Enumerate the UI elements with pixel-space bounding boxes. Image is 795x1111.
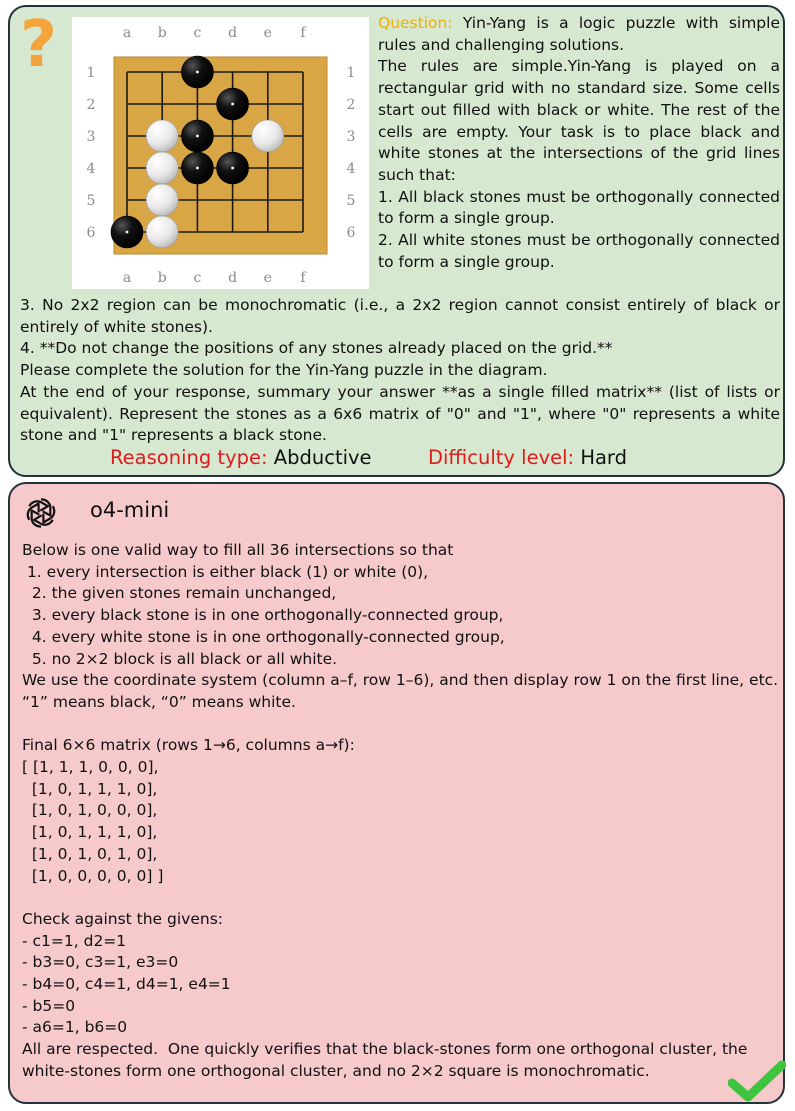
answer-line	[22, 887, 784, 909]
column-label: a	[122, 270, 132, 286]
question-mark-icon: ?	[20, 8, 58, 82]
column-label: b	[157, 25, 167, 41]
board-diagram	[72, 17, 369, 289]
row-label: 5	[346, 193, 356, 209]
question-line: 2. All white stones must be orthogonally connected to form a single group.	[378, 231, 780, 271]
white-stone	[252, 120, 284, 152]
answer-panel	[8, 482, 788, 1104]
reasoning-type-value: Abductive	[273, 446, 372, 469]
row-label: 5	[86, 193, 96, 209]
stone-center-mark	[196, 135, 199, 138]
white-stone	[146, 216, 178, 248]
board-wood	[114, 57, 327, 254]
question-line: 1. All black stones must be orthogonally connected to form a single group.	[378, 187, 780, 228]
answer-line: Final 6×6 matrix (rows 1→6, columns a→f):	[22, 736, 355, 755]
column-label: c	[193, 25, 202, 41]
answer-line: - a6=1, b6=0	[22, 1018, 128, 1037]
row-label: 4	[86, 161, 96, 177]
white-stone	[146, 120, 178, 152]
answer-line: [1, 0, 1, 1, 1, 0],	[22, 779, 158, 798]
question-line: 4. **Do not change the positions of any stones already placed on the grid.**	[20, 339, 613, 358]
answer-line: 3. every black stone is in one orthogonally-connected group,	[22, 606, 504, 625]
answer-line: 2. the given stones remain unchanged,	[22, 584, 337, 603]
answer-line: Below is one valid way to fill all 36 intersections so that	[22, 541, 454, 559]
stone-center-mark	[196, 167, 199, 170]
answer-line: - b5=0	[22, 996, 76, 1015]
answer-text	[22, 540, 788, 1083]
row-label: 3	[346, 129, 356, 145]
column-label: e	[263, 270, 272, 286]
column-label: d	[228, 270, 238, 286]
row-label: 3	[86, 129, 96, 145]
answer-line: We use the coordinate system (column a–f, row 1–6), and then display row 1 on the first line, etc. “1” means black, “0” means white.	[22, 671, 788, 711]
column-label: c	[193, 270, 202, 286]
question-text	[378, 13, 780, 273]
answer-line: [1, 0, 1, 0, 1, 0],	[22, 844, 158, 863]
openai-logo-icon	[24, 496, 58, 530]
column-label: a	[122, 25, 132, 41]
difficulty-level-value: Hard	[580, 446, 627, 469]
answer-line: - b4=0, c4=1, d4=1, e4=1	[22, 975, 231, 994]
column-label: f	[300, 25, 306, 41]
stone-center-mark	[231, 103, 234, 106]
column-label: f	[300, 270, 306, 286]
row-label: 6	[346, 225, 356, 241]
white-stone	[146, 184, 178, 216]
answer-line: All are respected. One quickly verifies that the black-stones form one orthogonal cluster, the white-stones form one orthogonal cluster, and no 2×2 square is monochromatic.	[22, 1040, 753, 1080]
column-label: e	[263, 25, 272, 41]
question-panel	[8, 5, 785, 477]
question-line: Please complete the solution for the Yin-Yang puzzle in the diagram.	[20, 361, 548, 380]
column-label: d	[228, 25, 238, 41]
column-label: b	[157, 270, 167, 286]
checkmark-icon	[728, 1059, 786, 1103]
answer-line: 4. every white stone is in one orthogonally-connected group,	[22, 627, 505, 646]
row-label: 1	[86, 65, 96, 81]
difficulty-level-label: Difficulty level:	[428, 446, 575, 469]
answer-line	[22, 714, 784, 736]
answer-line: [1, 0, 1, 0, 0, 0],	[22, 801, 158, 820]
row-label: 2	[86, 97, 96, 113]
answer-line: [ [1, 1, 1, 0, 0, 0],	[22, 758, 159, 777]
answer-line: 1. every intersection is either black (1) or white (0),	[22, 562, 429, 581]
answer-line: - b3=0, c3=1, e3=0	[22, 953, 179, 972]
answer-line: - c1=1, d2=1	[22, 931, 127, 950]
question-line: At the end of your response, summary your answer **as a single filled matrix** (list of lists or equivalent). Represent the stones as a 6x6 matrix of "0" and "1", where "0" represents a white stone and "1" represents a black stone.	[20, 382, 780, 445]
white-stone	[146, 152, 178, 184]
question-line: 3. No 2x2 region can be monochromatic (i.e., a 2x2 region cannot consist entirely of black or entirely of white stones).	[20, 296, 780, 336]
row-label: 4	[346, 161, 356, 177]
answer-line: [1, 0, 0, 0, 0, 0] ]	[22, 866, 164, 885]
question-text-continued	[20, 295, 780, 447]
difficulty-level	[428, 446, 627, 469]
question-line: The rules are simple.Yin-Yang is played on a rectangular grid with no standard size. Some cells start out filled with black or white. The rest of the cells are empty. Your task is to place black and white stones at the intersections of the grid lines such that:	[378, 57, 780, 184]
answer-line: [1, 0, 1, 1, 1, 0],	[22, 823, 158, 842]
answer-line: 5. no 2×2 block is all black or all white.	[22, 649, 338, 668]
stone-center-mark	[126, 231, 129, 234]
row-label: 1	[346, 65, 356, 81]
answer-line: Check against the givens:	[22, 909, 223, 928]
reasoning-type-label: Reasoning type:	[110, 446, 268, 469]
reasoning-type	[110, 446, 372, 469]
stone-center-mark	[196, 71, 199, 74]
question-label: Question:	[378, 14, 453, 32]
question-intro: Yin-Yang is a logic puzzle with simple rules and challenging solutions.	[378, 14, 780, 54]
stone-center-mark	[231, 167, 234, 170]
row-label: 2	[346, 97, 356, 113]
row-label: 6	[86, 225, 96, 241]
model-name: o4-mini	[90, 498, 170, 522]
yin-yang-board	[72, 17, 369, 289]
